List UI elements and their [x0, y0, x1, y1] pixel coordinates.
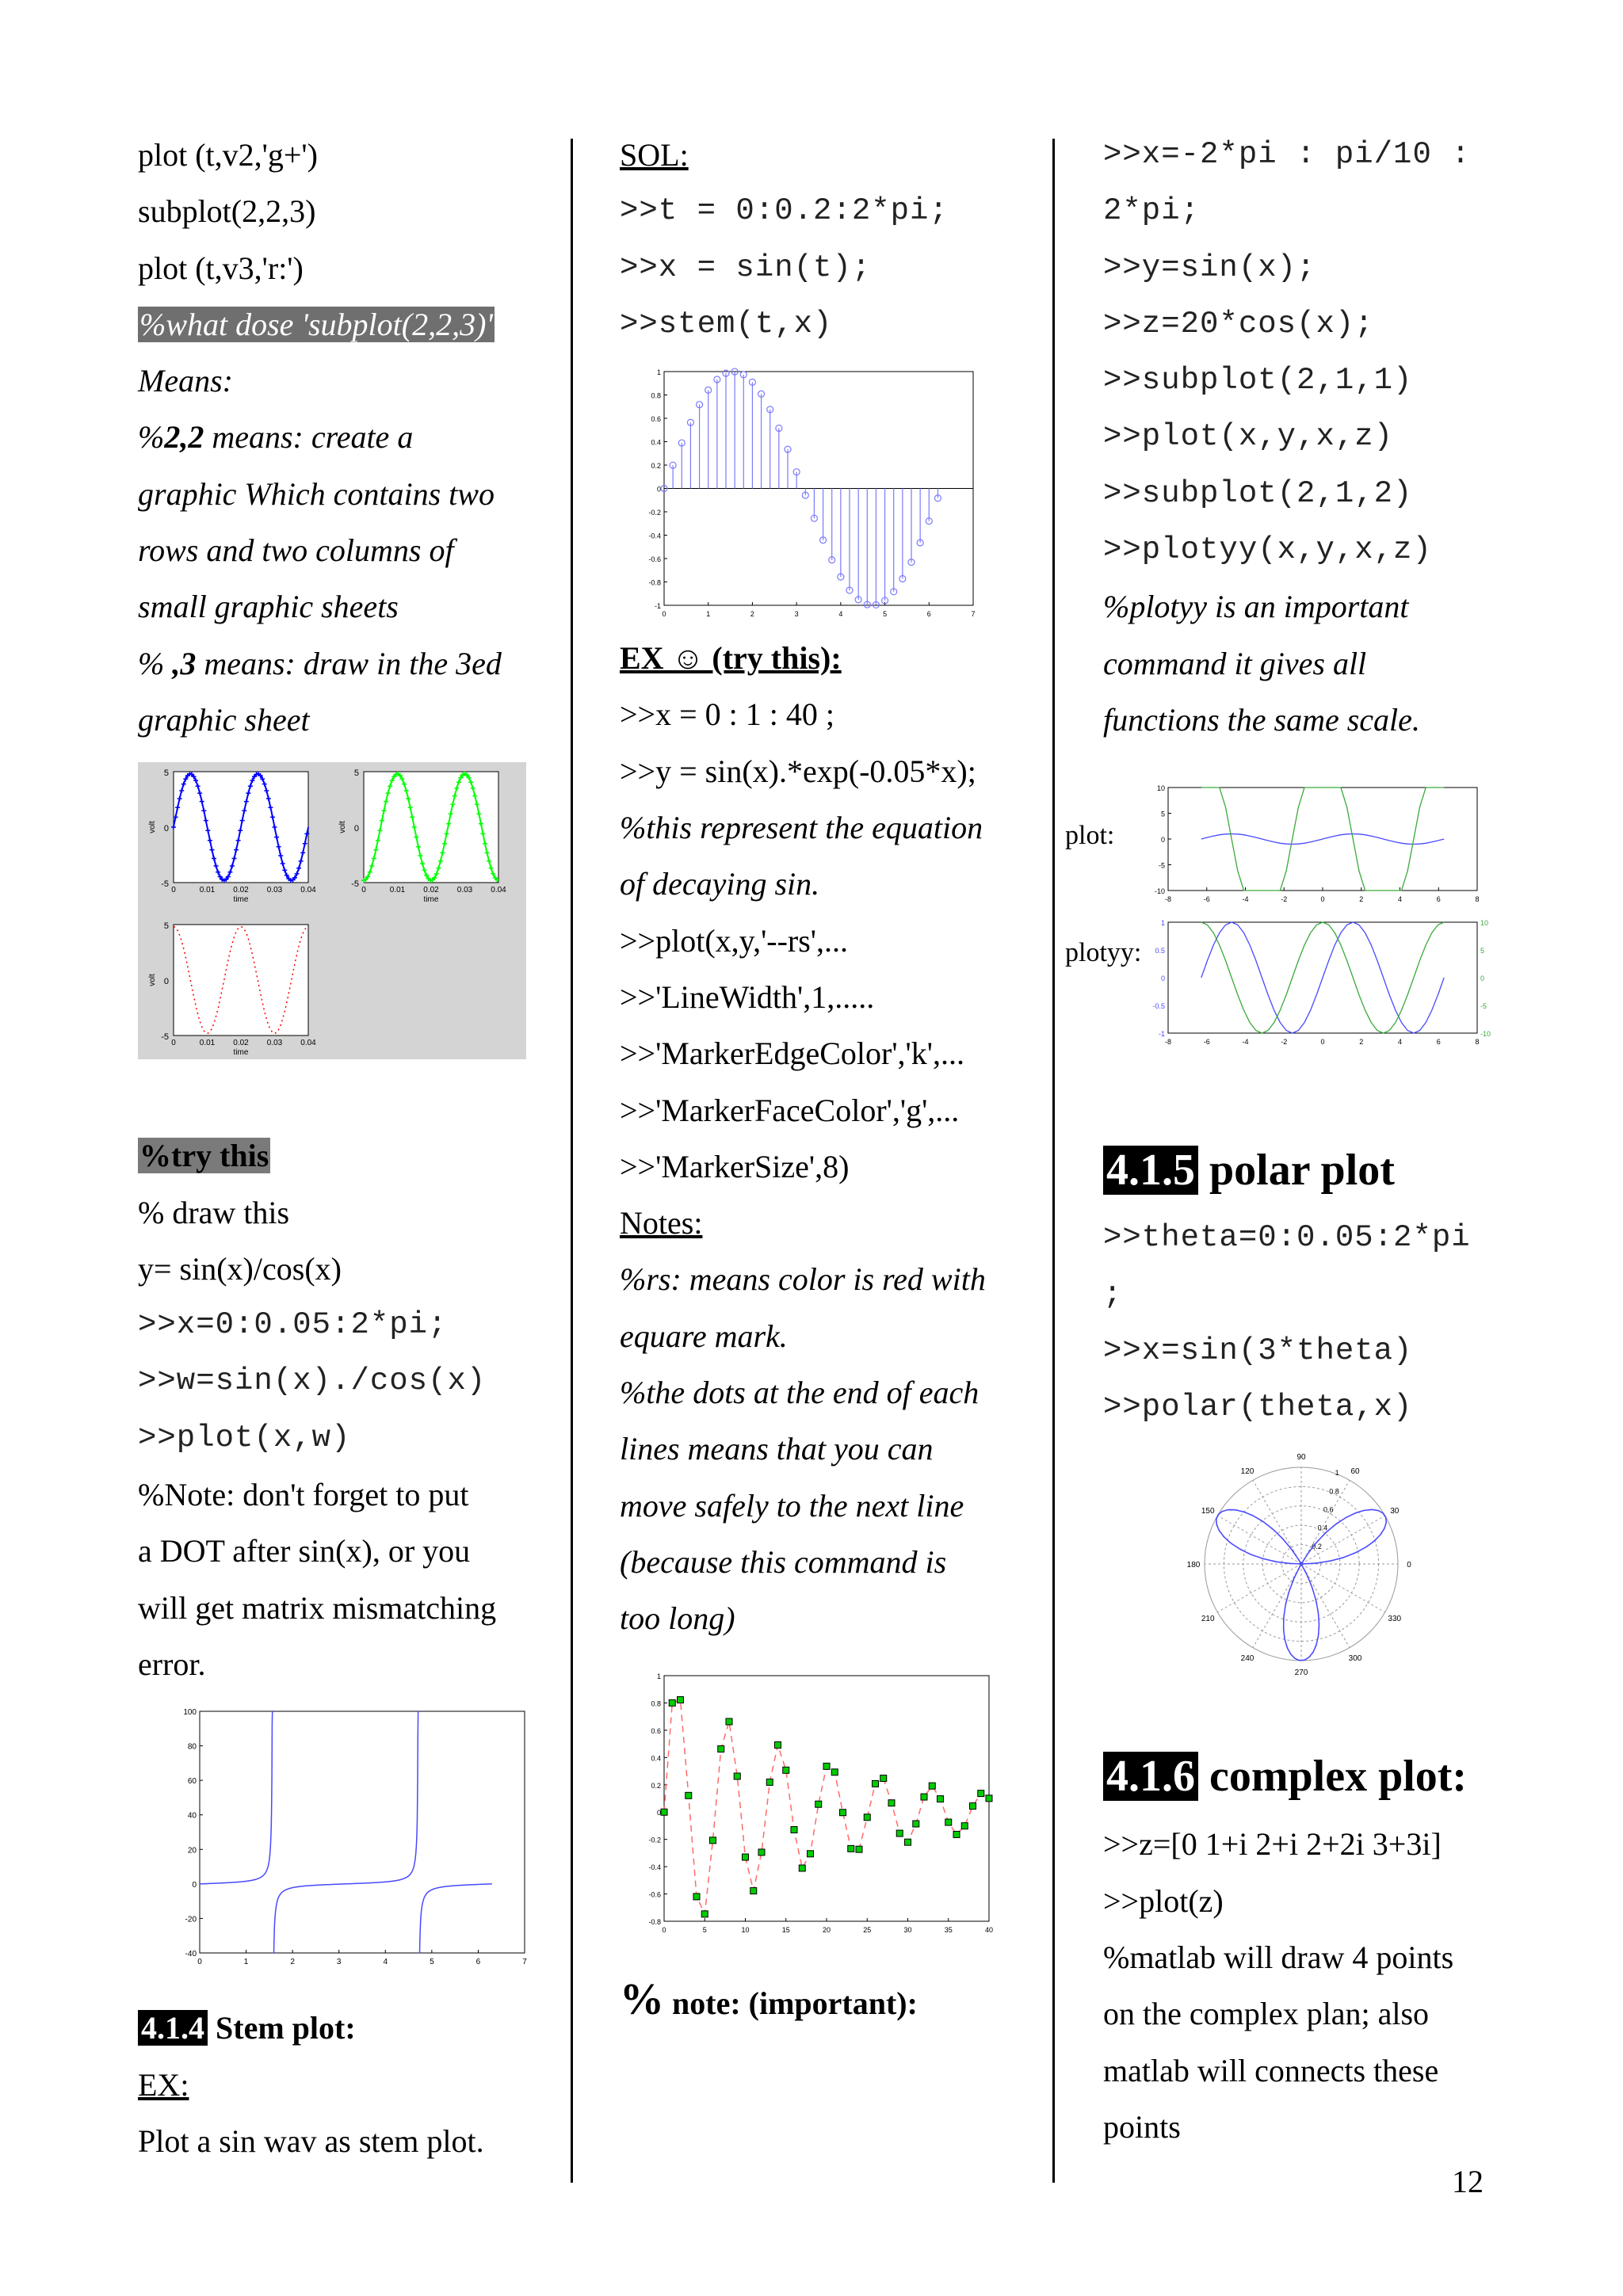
x-tick-label: 0: [1320, 1038, 1325, 1047]
angle-tick-label: 240: [1240, 1654, 1254, 1664]
x-tick-label: 1: [243, 1958, 249, 1967]
data-marker: [815, 1801, 822, 1807]
sol-label: SOL:: [620, 137, 689, 173]
angle-tick-label: 90: [1296, 1453, 1306, 1463]
percent-sign: %: [138, 645, 173, 681]
x-tick-label: 2: [290, 1958, 295, 1967]
x-tick-label: 0.01: [389, 886, 406, 895]
y-tick-label: 1: [656, 368, 661, 377]
data-marker: [938, 1795, 944, 1802]
data-marker: [986, 1794, 992, 1801]
y-tick-label: 5: [163, 769, 169, 779]
x-tick-label: 8: [1475, 1038, 1480, 1047]
x-tick-label: 0.04: [300, 1039, 316, 1048]
data-marker: [808, 1850, 814, 1856]
data-marker: [758, 1848, 765, 1855]
y-tick-label: -0.6: [648, 555, 661, 564]
code-line: >>'MarkerEdgeColor','k',...: [620, 1035, 964, 1072]
x-tick-label: 2: [1359, 895, 1364, 904]
polar-grid-spoke: [1301, 1564, 1350, 1648]
angle-tick-label: 0: [1407, 1561, 1411, 1570]
polar-grid-spoke: [1253, 1481, 1301, 1565]
comment-line: of decaying sin.: [620, 866, 820, 902]
y2-tick-label: 10: [1480, 919, 1489, 928]
text-line: graphic Which contains two: [138, 475, 495, 512]
x-tick-label: 7: [971, 610, 976, 619]
x-tick-label: 40: [984, 1925, 994, 1934]
code-line: >>theta=0:0.05:2*pi: [1103, 1220, 1471, 1256]
x-tick-label: 0: [197, 1958, 202, 1967]
text-line: rows and two columns of: [138, 532, 454, 569]
data-marker: [921, 1794, 927, 1800]
y-tick-label: 1: [1160, 919, 1165, 928]
y-tick-label: -5: [1158, 861, 1165, 870]
code-line: >>x = 0 : 1 : 40 ;: [620, 696, 835, 733]
x-tick-label: -8: [1164, 895, 1172, 904]
data-marker: [661, 1809, 667, 1815]
plotyy-label: plotyy:: [1065, 938, 1142, 968]
data-marker: [734, 1772, 740, 1779]
x-tick-label: 8: [1475, 895, 1480, 904]
code-line: >>stem(t,x): [620, 306, 833, 341]
x-tick-label: 4: [383, 1958, 388, 1967]
decaying-sin-plot-svg: [636, 1671, 1000, 1940]
data-marker: [750, 1887, 757, 1894]
y-axis-label: volt: [338, 821, 347, 834]
angle-tick-label: 150: [1201, 1507, 1215, 1516]
example-heading: EX ☺ (try this):: [620, 640, 842, 677]
y-tick-label: 0: [353, 824, 359, 834]
radius-tick-label: 0.4: [1317, 1524, 1328, 1533]
x-tick-label: -4: [1242, 895, 1249, 904]
y-tick-label: 20: [187, 1846, 197, 1855]
y-tick-label: 0: [1160, 836, 1165, 845]
angle-tick-label: 330: [1388, 1615, 1402, 1624]
y2-tick-label: -5: [1480, 1002, 1487, 1011]
text-line: matlab will connects these: [1103, 2052, 1439, 2088]
y-tick-label: 0.6: [651, 415, 661, 424]
x-tick-label: 6: [1436, 1038, 1441, 1047]
axes-box: [364, 772, 498, 883]
data-marker: [783, 1767, 789, 1773]
text-line: means: create a: [204, 419, 414, 456]
polar-grid-spoke: [1301, 1516, 1385, 1564]
x-tick-label: 35: [944, 1925, 953, 1934]
y-tick-label: 0: [163, 824, 169, 834]
y2-tick-label: 5: [1480, 947, 1485, 955]
x-tick-label: 0: [1320, 895, 1325, 904]
x-tick-label: 4: [1397, 1038, 1403, 1047]
y-tick-label: -5: [161, 1032, 169, 1043]
y-tick-label: -5: [351, 879, 359, 890]
code-line: >>t = 0:0.2:2*pi;: [620, 193, 949, 229]
axes-box: [200, 1711, 525, 1953]
data-marker: [896, 1830, 903, 1836]
code-line: >>subplot(2,1,1): [1103, 363, 1413, 399]
data-marker: [718, 1745, 724, 1752]
x-tick-label: -2: [1281, 895, 1288, 904]
comment-line: lines means that you can: [620, 1431, 934, 1467]
data-marker: [791, 1826, 797, 1833]
y-tick-label: 0.2: [651, 462, 661, 471]
percent-sign: %: [138, 419, 165, 456]
y-tick-label: 5: [353, 769, 359, 779]
x-tick-label: 0.03: [266, 1039, 283, 1048]
text-line: error.: [138, 1646, 206, 1682]
comment-line: %the dots at the end of each: [620, 1375, 980, 1411]
code-line: >>w=sin(x)./cos(x): [138, 1363, 487, 1399]
code-line: >>'MarkerSize',8): [620, 1148, 850, 1184]
percent-sign: %: [620, 1974, 664, 2024]
data-marker: [799, 1865, 805, 1871]
comment-line: %plotyy is an important: [1103, 589, 1409, 625]
code-line: ;: [1103, 1276, 1123, 1312]
text-line: % draw this: [138, 1194, 290, 1230]
x-axis-label: time: [233, 895, 249, 905]
plot-label: plot:: [1065, 821, 1115, 851]
y-axis-label: volt: [148, 974, 157, 987]
section-number: 4.1.5: [1103, 1146, 1198, 1195]
x-tick-label: 6: [1436, 895, 1441, 904]
column-2: [620, 127, 1032, 2028]
angle-tick-label: 210: [1201, 1615, 1215, 1624]
x-tick-label: 0.04: [300, 886, 316, 895]
code-line: >>z=[0 1+i 2+i 2+2i 3+3i]: [1103, 1826, 1442, 1863]
y-tick-label: 60: [187, 1777, 197, 1787]
x-tick-label: 0: [662, 1925, 666, 1934]
x-tick-label: -2: [1281, 1038, 1288, 1047]
text-line: %Note: don't forget to put: [138, 1477, 469, 1513]
x-tick-label: 5: [702, 1925, 707, 1934]
data-marker: [840, 1809, 846, 1815]
ex-label: EX:: [138, 2066, 189, 2103]
y-tick-label: 5: [1160, 810, 1165, 818]
y-tick-label: 0.6: [651, 1726, 661, 1735]
data-marker: [693, 1893, 700, 1899]
code-line: >>subplot(2,1,2): [1103, 475, 1413, 511]
section-title: Stem plot:: [208, 2010, 356, 2046]
text-line: points: [1103, 2108, 1181, 2145]
text-line: small graphic sheets: [138, 589, 399, 625]
code-line: >>'LineWidth',1,.....: [620, 978, 875, 1015]
y-tick-label: -1: [654, 602, 661, 611]
x-tick-label: 0.01: [199, 1039, 216, 1048]
code-line: 2*pi;: [1103, 193, 1201, 229]
data-marker: [710, 1836, 716, 1843]
code-line: >>plot(x,y,x,z): [1103, 419, 1394, 455]
comment-line: equare mark.: [620, 1318, 788, 1354]
data-marker: [880, 1775, 887, 1781]
polar-plot-svg: [1167, 1451, 1436, 1681]
x-axis-label: time: [233, 1048, 249, 1058]
x-tick-label: 0: [662, 610, 666, 619]
code-line: >>y=sin(x);: [1103, 250, 1316, 285]
stem-plot: [636, 367, 984, 620]
data-marker: [945, 1819, 952, 1825]
notes-label: Notes:: [620, 1205, 703, 1241]
x-tick-label: 4: [1397, 895, 1403, 904]
note-heading: note: (important):: [664, 1985, 918, 2021]
data-marker: [953, 1831, 960, 1837]
bold-term: ,3: [172, 645, 197, 681]
code-line: >>x = sin(t);: [620, 250, 872, 285]
radius-tick-label: 1: [1335, 1469, 1339, 1478]
bold-term: 2,2: [164, 419, 204, 456]
radius-tick-label: 0.8: [1329, 1487, 1339, 1496]
text-line: graphic sheet: [138, 701, 310, 738]
text-line: subplot(2,2,3): [138, 193, 316, 230]
code-line: >>z=20*cos(x);: [1103, 306, 1374, 341]
tan-plot-svg: [168, 1707, 533, 1968]
angle-tick-label: 300: [1348, 1654, 1362, 1664]
data-marker: [856, 1846, 862, 1852]
x-tick-label: 0: [171, 886, 176, 895]
y-tick-label: -10: [1154, 887, 1165, 896]
column-1: [138, 127, 550, 2169]
column-divider: [1052, 139, 1055, 2183]
comment-line: functions the same scale.: [1103, 701, 1420, 738]
subplot-figure-svg: [138, 762, 526, 1059]
x-tick-label: 0: [361, 886, 366, 895]
y-tick-label: 0.4: [651, 438, 661, 447]
x-tick-label: 6: [475, 1958, 481, 1967]
highlighted-comment: %what dose 'subplot(2,2,3)': [139, 306, 493, 342]
text-line: means: draw in the 3ed: [196, 645, 502, 681]
y-tick-label: -0.5: [1152, 1002, 1165, 1011]
text-line: on the complex plan; also: [1103, 1996, 1430, 2032]
y-tick-label: 0.8: [651, 391, 661, 400]
angle-tick-label: 120: [1240, 1467, 1254, 1477]
plot-plotyy-figure: [1065, 780, 1493, 1053]
data-marker: [726, 1718, 732, 1725]
comment-line: command it gives all: [1103, 645, 1367, 681]
data-marker: [831, 1768, 838, 1775]
section-title: complex plot:: [1198, 1752, 1468, 1802]
y-tick-label: 0.8: [651, 1699, 661, 1707]
x-tick-label: 10: [741, 1925, 750, 1934]
code-line: >>plotyy(x,y,x,z): [1103, 532, 1432, 568]
code-line: >>'MarkerFaceColor','g',...: [620, 1092, 960, 1128]
data-marker: [864, 1814, 870, 1820]
code-line: >>polar(theta,x): [1103, 1390, 1413, 1425]
x-tick-label: 0.04: [491, 886, 506, 895]
angle-tick-label: 270: [1294, 1669, 1308, 1678]
y-tick-label: -1: [1158, 1030, 1165, 1039]
y-tick-label: 0: [656, 1808, 661, 1817]
section-number: 4.1.6: [1103, 1752, 1198, 1801]
y-tick-label: -5: [161, 879, 169, 890]
y-axis-label: volt: [148, 821, 157, 834]
code-line: >>y = sin(x).*exp(-0.05*x);: [620, 753, 976, 789]
text-line: will get matrix mismatching: [138, 1589, 497, 1626]
x-tick-label: 15: [781, 1925, 790, 1934]
data-marker: [766, 1779, 773, 1785]
x-tick-label: 6: [926, 610, 931, 619]
y-tick-label: 40: [187, 1811, 197, 1821]
comment-line: too long): [620, 1600, 735, 1637]
y2-tick-label: -10: [1480, 1030, 1491, 1039]
text-line: %matlab will draw 4 points: [1103, 1939, 1454, 1976]
comment-line: %this represent the equation: [620, 810, 983, 846]
data-marker: [823, 1763, 830, 1769]
x-tick-label: 7: [522, 1958, 527, 1967]
data-marker: [929, 1783, 935, 1789]
x-tick-label: 0.02: [423, 886, 439, 895]
x-tick-label: 3: [794, 610, 799, 619]
angle-tick-label: 60: [1350, 1467, 1360, 1477]
x-tick-label: 0.02: [233, 1039, 249, 1048]
y-tick-label: -0.6: [648, 1890, 661, 1899]
column-3: [1065, 127, 1515, 2155]
radius-tick-label: 0.6: [1323, 1505, 1334, 1514]
code-line: >>x=-2*pi : pi/10 :: [1103, 137, 1471, 172]
section-title: polar plot: [1198, 1146, 1395, 1196]
data-marker: [775, 1741, 781, 1748]
x-tick-label: -6: [1203, 1038, 1210, 1047]
y-tick-label: 0.5: [1155, 947, 1165, 955]
subplot-figure: [138, 762, 526, 1059]
comment-line: (because this command is: [620, 1543, 947, 1580]
radius-tick-label: 0.2: [1312, 1543, 1322, 1551]
text-line: a DOT after sin(x), or you: [138, 1533, 471, 1569]
data-marker: [913, 1821, 919, 1827]
data-marker: [978, 1790, 984, 1796]
data-marker: [701, 1910, 708, 1917]
polar-grid-spoke: [1301, 1481, 1350, 1565]
data-marker: [743, 1854, 749, 1860]
y-tick-label: 80: [187, 1742, 197, 1752]
y-tick-label: 5: [163, 921, 169, 932]
y-tick-label: -0.2: [648, 1836, 661, 1844]
polar-grid-spoke: [1253, 1564, 1301, 1648]
code-line: >>plot(x,y,'--rs',...: [620, 922, 849, 959]
x-tick-label: -8: [1164, 1038, 1172, 1047]
text-line: Means:: [138, 363, 233, 399]
x-tick-label: 0: [171, 1039, 176, 1048]
tan-plot: [168, 1707, 533, 1968]
data-marker: [873, 1780, 879, 1787]
x-tick-label: 1: [706, 610, 711, 619]
text-line: y= sin(x)/cos(x): [138, 1250, 342, 1287]
axes-box: [174, 925, 308, 1035]
polar-grid-spoke: [1217, 1564, 1301, 1612]
comment-line: move safely to the next line: [620, 1487, 964, 1524]
x-tick-label: 4: [838, 610, 843, 619]
data-marker: [970, 1802, 976, 1809]
x-tick-label: 3: [336, 1958, 342, 1967]
y-tick-label: 10: [1156, 784, 1165, 793]
data-marker: [961, 1822, 968, 1829]
polar-grid-spoke: [1301, 1564, 1385, 1612]
text-line: plot (t,v3,'r:'): [138, 250, 304, 286]
polar-plot: [1167, 1451, 1436, 1681]
x-tick-label: 5: [430, 1958, 434, 1967]
x-tick-label: 2: [750, 610, 754, 619]
y-tick-label: 0: [656, 485, 661, 494]
decaying-sin-plot: [636, 1671, 1000, 1940]
code-line: >>x=0:0.05:2*pi;: [138, 1307, 448, 1343]
angle-tick-label: 30: [1390, 1507, 1400, 1516]
x-tick-label: 5: [883, 610, 888, 619]
polar-grid-spoke: [1217, 1516, 1301, 1564]
y-tick-label: -0.8: [648, 578, 661, 587]
y-tick-label: -40: [185, 1950, 197, 1959]
plot-plotyy-svg: [1065, 780, 1493, 1053]
x-tick-label: 0.03: [456, 886, 473, 895]
data-marker: [905, 1839, 911, 1845]
text-line: plot (t,v2,'g+'): [138, 137, 318, 173]
y-tick-label: -0.4: [648, 532, 661, 540]
try-this-heading: %try this: [139, 1138, 269, 1174]
data-marker: [669, 1699, 675, 1706]
y-tick-label: 0.2: [651, 1781, 661, 1790]
x-tick-label: -4: [1242, 1038, 1249, 1047]
column-divider: [571, 139, 573, 2183]
stem-plot-svg: [636, 367, 984, 620]
x-tick-label: 0.02: [233, 886, 249, 895]
y-tick-label: -20: [185, 1915, 197, 1924]
y-tick-label: 0: [163, 977, 169, 987]
y-tick-label: 0: [1160, 974, 1165, 983]
x-tick-label: 0.03: [266, 886, 283, 895]
section-number: 4.1.4: [138, 2010, 208, 2046]
y-tick-label: 0: [192, 1881, 197, 1890]
code-line: >>x=sin(3*theta): [1103, 1333, 1413, 1368]
y-tick-label: 0.4: [651, 1753, 661, 1762]
y2-tick-label: 0: [1480, 974, 1485, 983]
angle-tick-label: 180: [1186, 1561, 1201, 1570]
code-line: >>plot(z): [1103, 1882, 1224, 1919]
data-marker: [678, 1696, 684, 1703]
x-tick-label: 25: [863, 1925, 872, 1934]
x-tick-label: 2: [1359, 1038, 1364, 1047]
y-tick-label: 100: [183, 1708, 197, 1718]
page-number: 12: [1452, 2164, 1484, 2199]
comment-line: %rs: means color is red with: [620, 1261, 986, 1298]
x-axis-label: time: [423, 895, 439, 905]
text-line: Plot a sin wav as stem plot.: [138, 2122, 484, 2159]
data-marker: [848, 1845, 854, 1852]
y-tick-label: 1: [656, 1672, 661, 1680]
y-tick-label: -0.2: [648, 509, 661, 517]
x-tick-label: -6: [1203, 895, 1210, 904]
x-tick-label: 30: [903, 1925, 912, 1934]
x-tick-label: 0.01: [199, 886, 216, 895]
y-tick-label: -0.8: [648, 1917, 661, 1926]
data-marker: [685, 1792, 692, 1798]
y-tick-label: -0.4: [648, 1863, 661, 1871]
x-tick-label: 20: [822, 1925, 831, 1934]
code-line: >>plot(x,w): [138, 1420, 351, 1455]
data-marker: [888, 1799, 895, 1806]
